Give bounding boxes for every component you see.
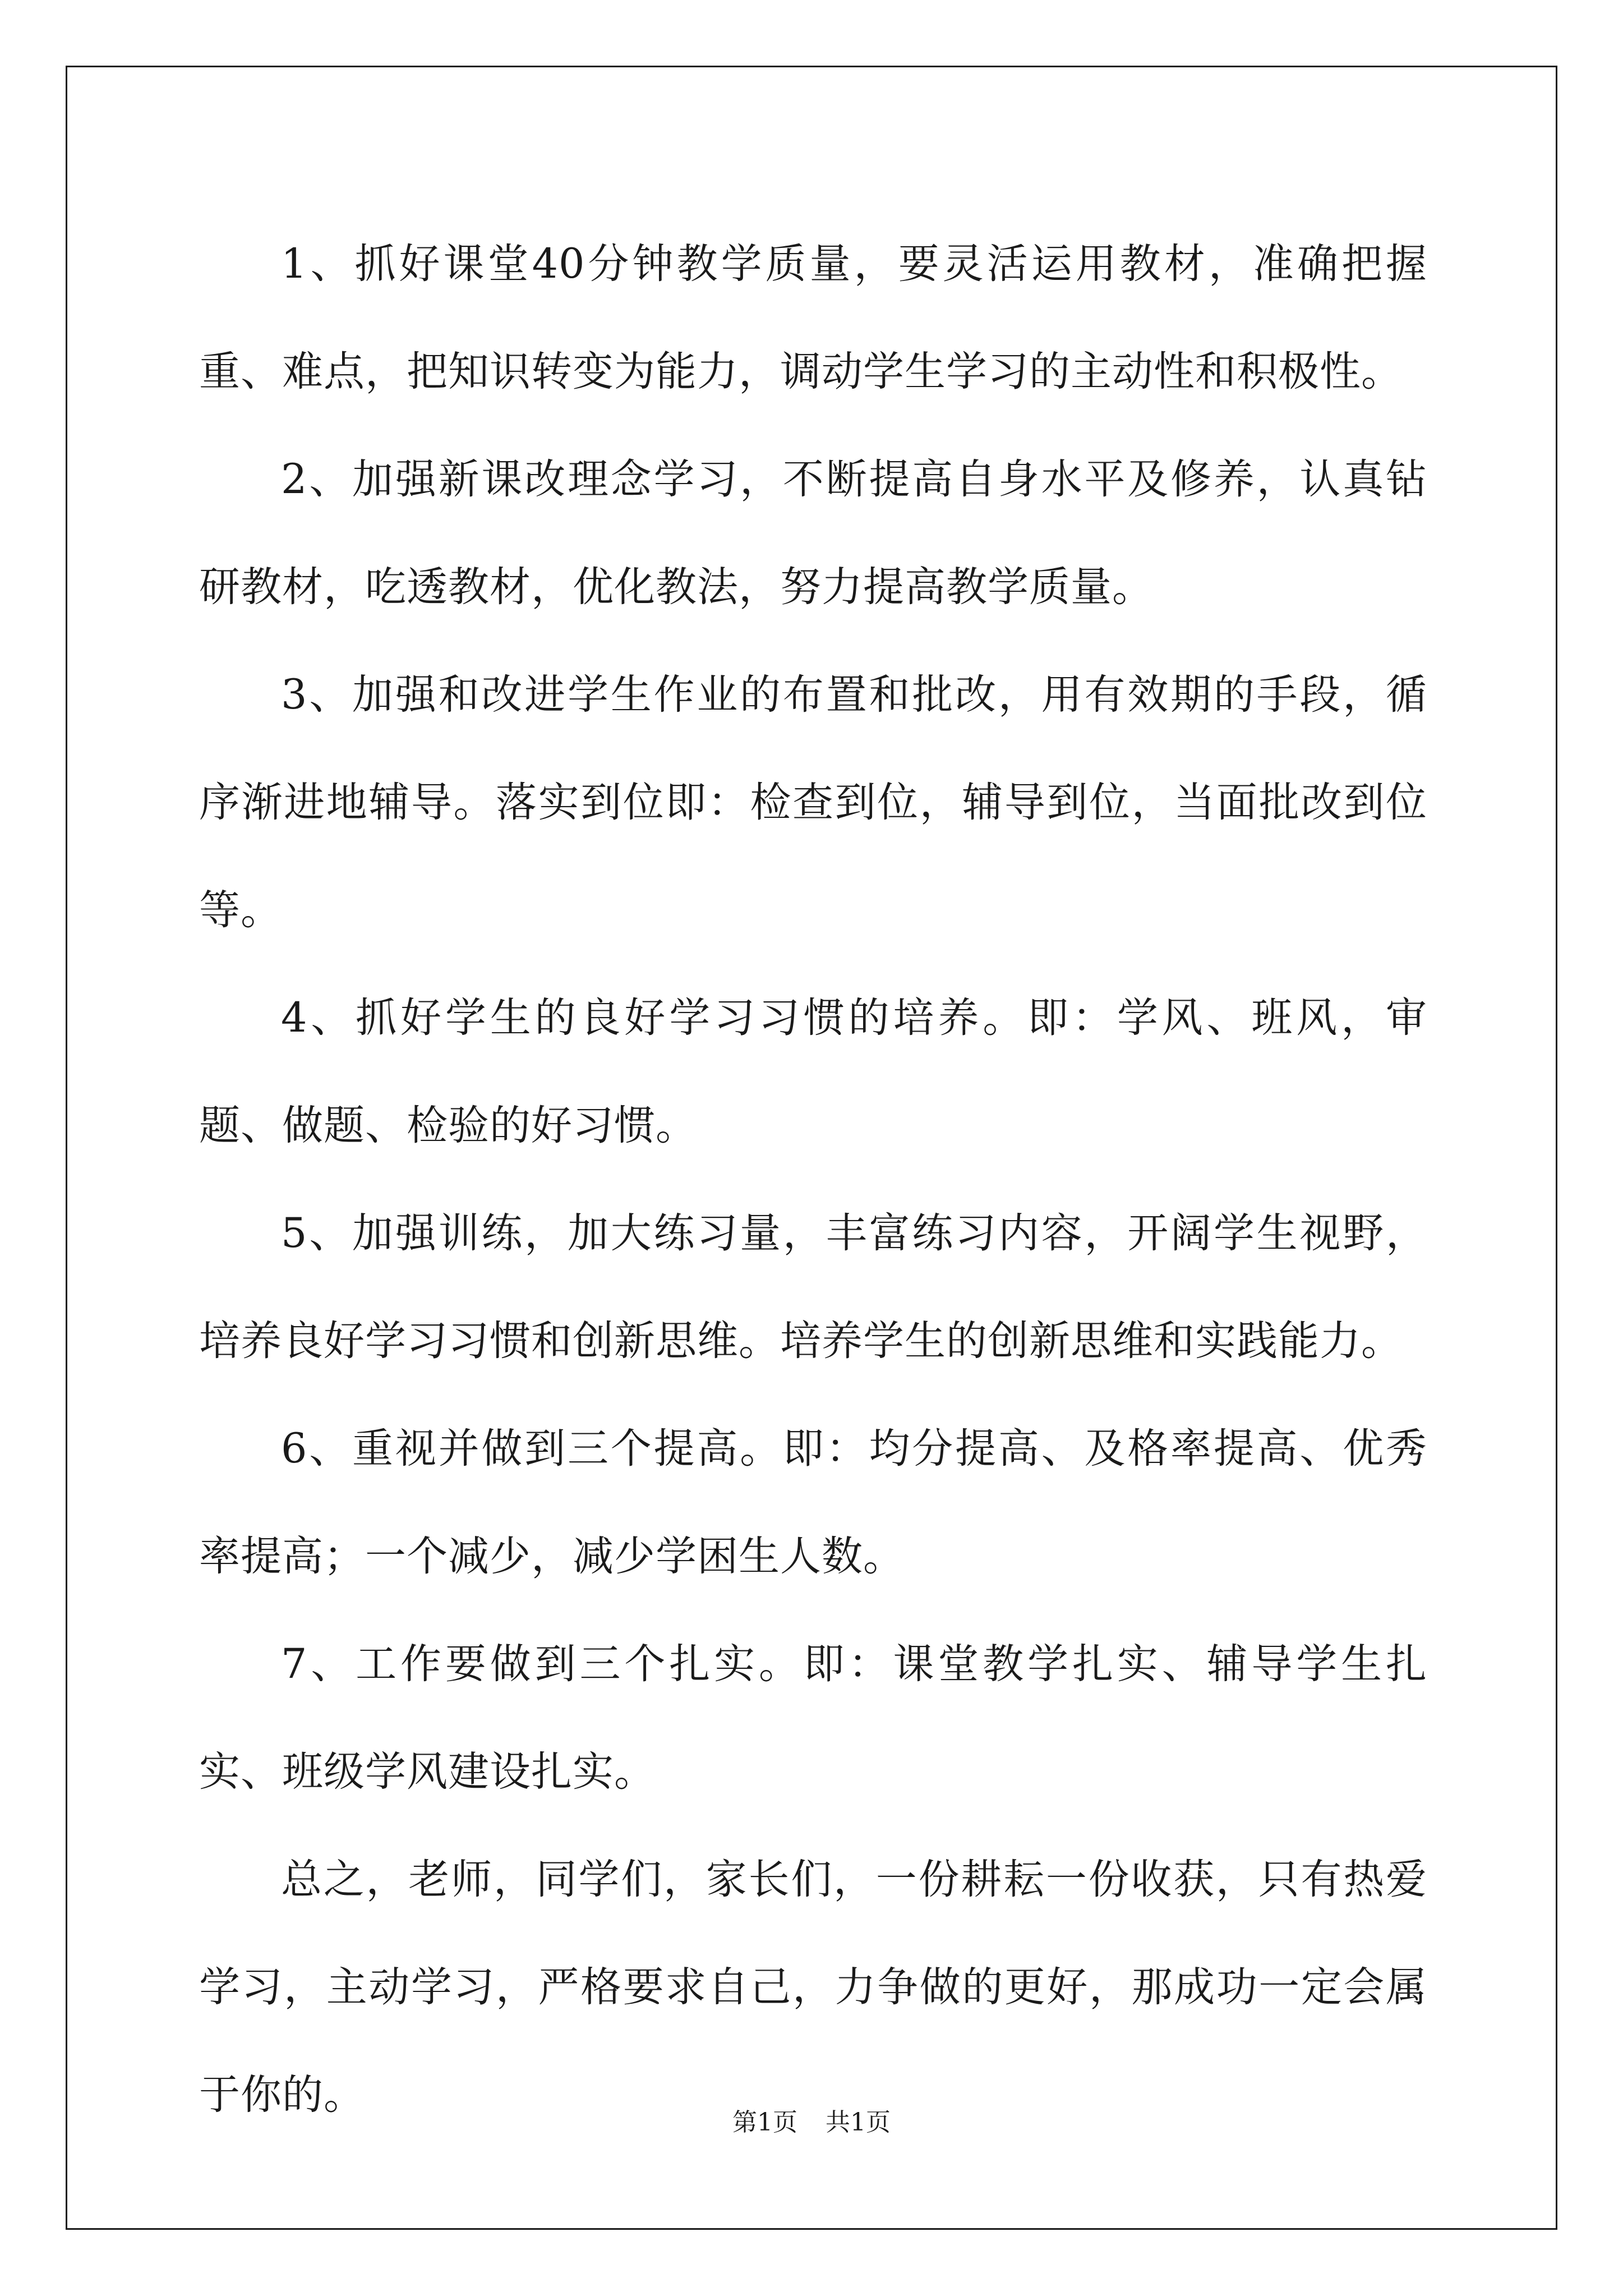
paragraph-1: 1、抓好课堂40分钟教学质量，要灵活运用教材，准确把握重、难点，把知识转变为能力，调动学生学习的主动性和积极性。 bbox=[199, 240, 1427, 395]
paragraph-6: 6、重视并做到三个提高。即：均分提高、及格率提高、优秀率提高；一个减少，减少学困生人数。 bbox=[199, 1425, 1427, 1580]
paragraph-conclusion: 总之，老师，同学们，家长们，一份耕耘一份收获，只有热爱学习，主动学习，严格要求自己，力争做的更好，那成功一定会属于你的。 bbox=[199, 1856, 1427, 2119]
paragraph-3: 3、加强和改进学生作业的布置和批改，用有效期的手段，循序渐进地辅导。落实到位即：检查到位，辅导到位，当面批改到位等。 bbox=[199, 671, 1427, 934]
paragraph-4: 4、抓好学生的良好学习习惯的培养。即：学风、班风，审题、做题、检验的好习惯。 bbox=[199, 994, 1427, 1149]
paragraph-7: 7、工作要做到三个扎实。即：课堂教学扎实、辅导学生扎实、班级学风建设扎实。 bbox=[199, 1640, 1427, 1796]
paragraph-5: 5、加强训练，加大练习量，丰富练习内容，开阔学生视野，培养良好学习习惯和创新思维。培养学生的创新思维和实践能力。 bbox=[199, 1209, 1427, 1365]
page-footer bbox=[0, 2106, 1623, 2139]
paragraph-2: 2、加强新课改理念学习，不断提高自身水平及修养，认真钻研教材，吃透教材，优化教法，努力提高教学质量。 bbox=[199, 455, 1427, 611]
page-number-total: 共1页 bbox=[826, 2108, 891, 2137]
document-body bbox=[199, 210, 1427, 2149]
page-number-current: 第1页 bbox=[732, 2108, 797, 2137]
